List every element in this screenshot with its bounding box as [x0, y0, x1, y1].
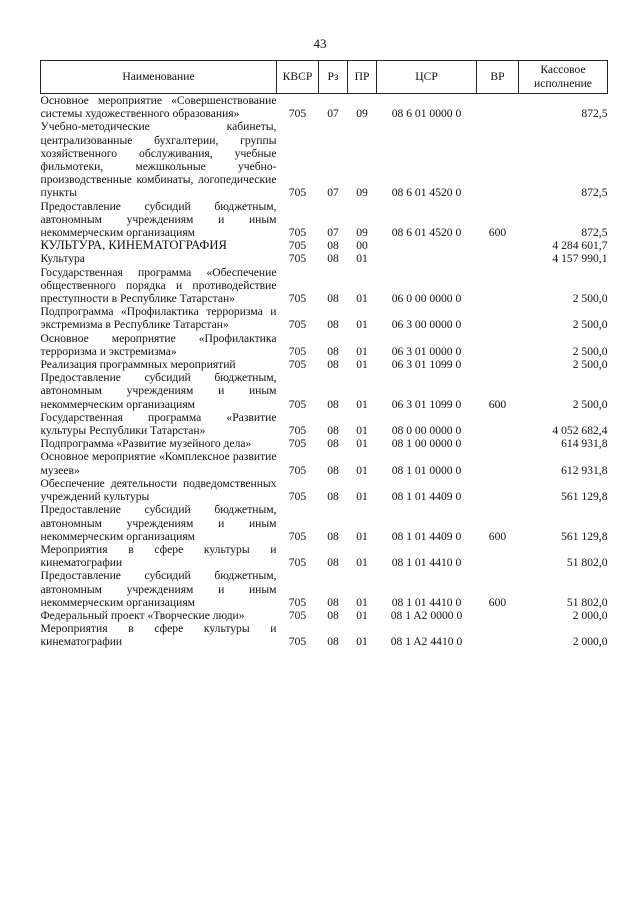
- row-rz: 08: [327, 608, 339, 622]
- row-pr: 01: [356, 608, 368, 622]
- row-vr: [477, 543, 519, 569]
- row-vr: [477, 94, 519, 121]
- row-rz: 08: [327, 358, 339, 372]
- row-rz: 07: [327, 107, 339, 121]
- row-csr: 08 1 00 0000 0: [391, 437, 462, 451]
- row-vr: [477, 622, 519, 648]
- row-pr: 01: [356, 252, 368, 266]
- row-sum: 872,5: [581, 226, 608, 240]
- row-name: Учебно-методические кабинеты, централизованные бухгалтерии, группы хозяйственного обслуживания, учебные фильмотеки, межшкольные учебно-производственные комбинаты, логопедические пункты: [40, 120, 277, 200]
- row-pr: 01: [356, 397, 368, 411]
- row-vr: 600: [488, 397, 507, 411]
- row-vr: [477, 239, 519, 252]
- row-kvsr: 705: [288, 358, 307, 372]
- row-sum: 51 802,0: [566, 556, 608, 570]
- header-name: Наименование: [41, 61, 277, 94]
- row-kvsr: 705: [288, 226, 307, 240]
- row-pr: 01: [356, 556, 368, 570]
- table-row: [41, 609, 608, 622]
- row-name: Основное мероприятие «Комплексное развитие музеев»: [40, 450, 277, 477]
- row-vr: [477, 358, 519, 371]
- table-row: [41, 569, 608, 609]
- row-csr: 06 3 01 1099 0: [391, 358, 462, 372]
- table-row: [41, 200, 608, 240]
- row-kvsr: 705: [288, 239, 307, 253]
- row-rz: 08: [327, 318, 339, 332]
- table-row: [41, 358, 608, 371]
- row-pr: 01: [356, 358, 368, 372]
- row-pr: 01: [356, 292, 368, 306]
- row-name: Основное мероприятие «Совершенствование системы художественного образования»: [40, 94, 277, 121]
- row-vr: [477, 450, 519, 476]
- row-pr: 01: [356, 463, 368, 477]
- row-csr: 06 3 01 0000 0: [391, 344, 462, 358]
- table-row: [41, 503, 608, 543]
- row-kvsr: 705: [288, 635, 307, 649]
- row-sum: 872,5: [581, 107, 608, 121]
- row-sum: 614 931,8: [561, 437, 608, 451]
- row-pr: 01: [356, 437, 368, 451]
- row-sum: 872,5: [581, 186, 608, 200]
- row-name: Государственная программа «Развитие культуры Республики Татарстан»: [40, 410, 277, 438]
- row-rz: 08: [327, 424, 339, 438]
- row-rz: 08: [327, 556, 339, 570]
- row-kvsr: 705: [288, 490, 307, 504]
- row-vr: [477, 609, 519, 622]
- row-csr: 08 1 01 0000 0: [391, 463, 462, 477]
- row-rz: 08: [327, 344, 339, 358]
- row-sum: 2 500,0: [572, 318, 608, 332]
- row-csr: 08 1 A2 0000 0: [390, 608, 463, 622]
- row-name: КУЛЬТУРА, КИНЕМАТОГРАФИЯ: [40, 238, 227, 253]
- row-sum: 4 284 601,7: [552, 239, 608, 253]
- table-header-row: [41, 61, 608, 94]
- row-vr: [477, 477, 519, 503]
- row-rz: 08: [327, 239, 339, 253]
- row-kvsr: 705: [288, 424, 307, 438]
- row-name: Мероприятия в сфере культуры и кинематографии: [40, 622, 277, 649]
- row-vr: 600: [488, 226, 507, 240]
- table-row: [41, 332, 608, 358]
- row-vr: 600: [488, 529, 507, 543]
- row-name: Реализация программных мероприятий: [40, 358, 236, 372]
- row-kvsr: 705: [288, 252, 307, 266]
- row-sum: 51 802,0: [566, 595, 608, 609]
- row-pr: 01: [356, 490, 368, 504]
- row-kvsr: 705: [288, 344, 307, 358]
- header-rz: Рз: [319, 61, 348, 94]
- row-rz: 08: [327, 529, 339, 543]
- row-csr: 08 1 01 4410 0: [391, 595, 462, 609]
- row-sum: 561 129,8: [561, 490, 608, 504]
- row-sum: 4 052 682,4: [552, 424, 608, 438]
- table-row: [41, 543, 608, 569]
- header-sum: Кассовое исполнение: [519, 61, 608, 94]
- row-name: Государственная программа «Обеспечение общественного порядка и противодействие преступности в Республике Татарстан»: [40, 265, 277, 306]
- row-kvsr: 705: [288, 107, 307, 121]
- row-vr: [477, 120, 519, 199]
- row-vr: [477, 411, 519, 437]
- header-pr: ПР: [348, 61, 377, 94]
- row-csr: 06 0 00 0000 0: [391, 292, 462, 306]
- row-csr: 08 6 01 4520 0: [391, 186, 462, 200]
- row-rz: 08: [327, 490, 339, 504]
- row-rz: 08: [327, 635, 339, 649]
- budget-table: [40, 60, 608, 649]
- row-rz: 08: [327, 397, 339, 411]
- row-pr: 01: [356, 635, 368, 649]
- row-sum: 2 500,0: [572, 397, 608, 411]
- row-csr: 08 6 01 0000 0: [391, 107, 462, 121]
- table-row: [41, 252, 608, 265]
- row-pr: 09: [356, 186, 368, 200]
- row-name: Предоставление субсидий бюджетным, автономным учреждениям и иным некоммерческим организациям: [40, 569, 277, 609]
- row-pr: 01: [356, 529, 368, 543]
- row-name: Мероприятия в сфере культуры и кинематографии: [40, 542, 277, 570]
- row-kvsr: 705: [288, 595, 307, 609]
- row-name: Подпрограмма «Развитие музейного дела»: [40, 437, 252, 451]
- row-sum: 561 129,8: [561, 529, 608, 543]
- row-name: Подпрограмма «Профилактика терроризма и экстремизма в Республике Татарстан»: [40, 305, 277, 332]
- table-row: [41, 622, 608, 648]
- row-vr: [477, 305, 519, 331]
- row-vr: [477, 332, 519, 358]
- row-csr: [377, 239, 477, 252]
- row-rz: 08: [327, 595, 339, 609]
- row-csr: 08 0 00 0000 0: [391, 424, 462, 438]
- row-rz: 07: [327, 186, 339, 200]
- row-vr: [477, 437, 519, 450]
- row-name: Обеспечение деятельности подведомственных учреждений культуры: [40, 476, 277, 504]
- row-name: Предоставление субсидий бюджетным, автономным учреждениям и иным некоммерческим организациям: [40, 371, 277, 411]
- row-vr: [477, 266, 519, 306]
- row-pr: 01: [356, 318, 368, 332]
- row-sum: 2 500,0: [572, 292, 608, 306]
- row-name: Основное мероприятие «Профилактика терроризма и экстремизма»: [40, 331, 277, 358]
- row-kvsr: 705: [288, 529, 307, 543]
- row-name: Предоставление субсидий бюджетным, автономным учреждениям и иным некоммерческим организациям: [40, 199, 277, 240]
- row-sum: 2 000,0: [572, 608, 608, 622]
- row-csr: 08 6 01 4520 0: [391, 226, 462, 240]
- row-pr: 01: [356, 424, 368, 438]
- table-row: [41, 411, 608, 437]
- table-row: [41, 120, 608, 199]
- row-kvsr: 705: [288, 463, 307, 477]
- row-kvsr: 705: [288, 437, 307, 451]
- row-rz: 07: [327, 226, 339, 240]
- row-sum: 612 931,8: [561, 463, 608, 477]
- row-name: Предоставление субсидий бюджетным, автономным учреждениям и иным некоммерческим организациям: [40, 503, 277, 543]
- row-sum: 4 157 990,1: [552, 252, 608, 266]
- table-row: [41, 371, 608, 411]
- row-pr: 00: [356, 239, 368, 253]
- row-csr: [377, 252, 477, 265]
- row-csr: 06 3 01 1099 0: [391, 397, 462, 411]
- row-kvsr: 705: [288, 292, 307, 306]
- row-csr: 08 1 A2 4410 0: [390, 635, 463, 649]
- page-number: 43: [313, 36, 327, 51]
- row-rz: 08: [327, 437, 339, 451]
- row-sum: 2 500,0: [572, 358, 608, 372]
- row-name: Культура: [40, 252, 85, 266]
- table-row: [41, 477, 608, 503]
- table-row: [41, 94, 608, 121]
- row-csr: 08 1 01 4409 0: [391, 490, 462, 504]
- row-rz: 08: [327, 292, 339, 306]
- table-row: [41, 239, 608, 252]
- row-vr: 600: [488, 595, 507, 609]
- table-row: [41, 450, 608, 476]
- header-vr: ВР: [477, 61, 519, 94]
- row-pr: 01: [356, 595, 368, 609]
- row-csr: 06 3 00 0000 0: [391, 318, 462, 332]
- row-rz: 08: [327, 463, 339, 477]
- row-pr: 09: [356, 226, 368, 240]
- row-csr: 08 1 01 4410 0: [391, 556, 462, 570]
- row-sum: 2 500,0: [572, 344, 608, 358]
- row-csr: 08 1 01 4409 0: [391, 529, 462, 543]
- table-row: [41, 305, 608, 331]
- table-row: [41, 437, 608, 450]
- header-csr: ЦСР: [377, 61, 477, 94]
- row-rz: 08: [327, 252, 339, 266]
- row-pr: 01: [356, 344, 368, 358]
- row-name: Федеральный проект «Творческие люди»: [40, 608, 245, 622]
- header-kvsr: КВСР: [277, 61, 319, 94]
- row-pr: 09: [356, 107, 368, 121]
- table-row: [41, 266, 608, 306]
- row-kvsr: 705: [288, 397, 307, 411]
- row-kvsr: 705: [288, 186, 307, 200]
- row-sum: 2 000,0: [572, 635, 608, 649]
- row-kvsr: 705: [288, 608, 307, 622]
- row-kvsr: 705: [288, 318, 307, 332]
- row-kvsr: 705: [288, 556, 307, 570]
- row-vr: [477, 252, 519, 265]
